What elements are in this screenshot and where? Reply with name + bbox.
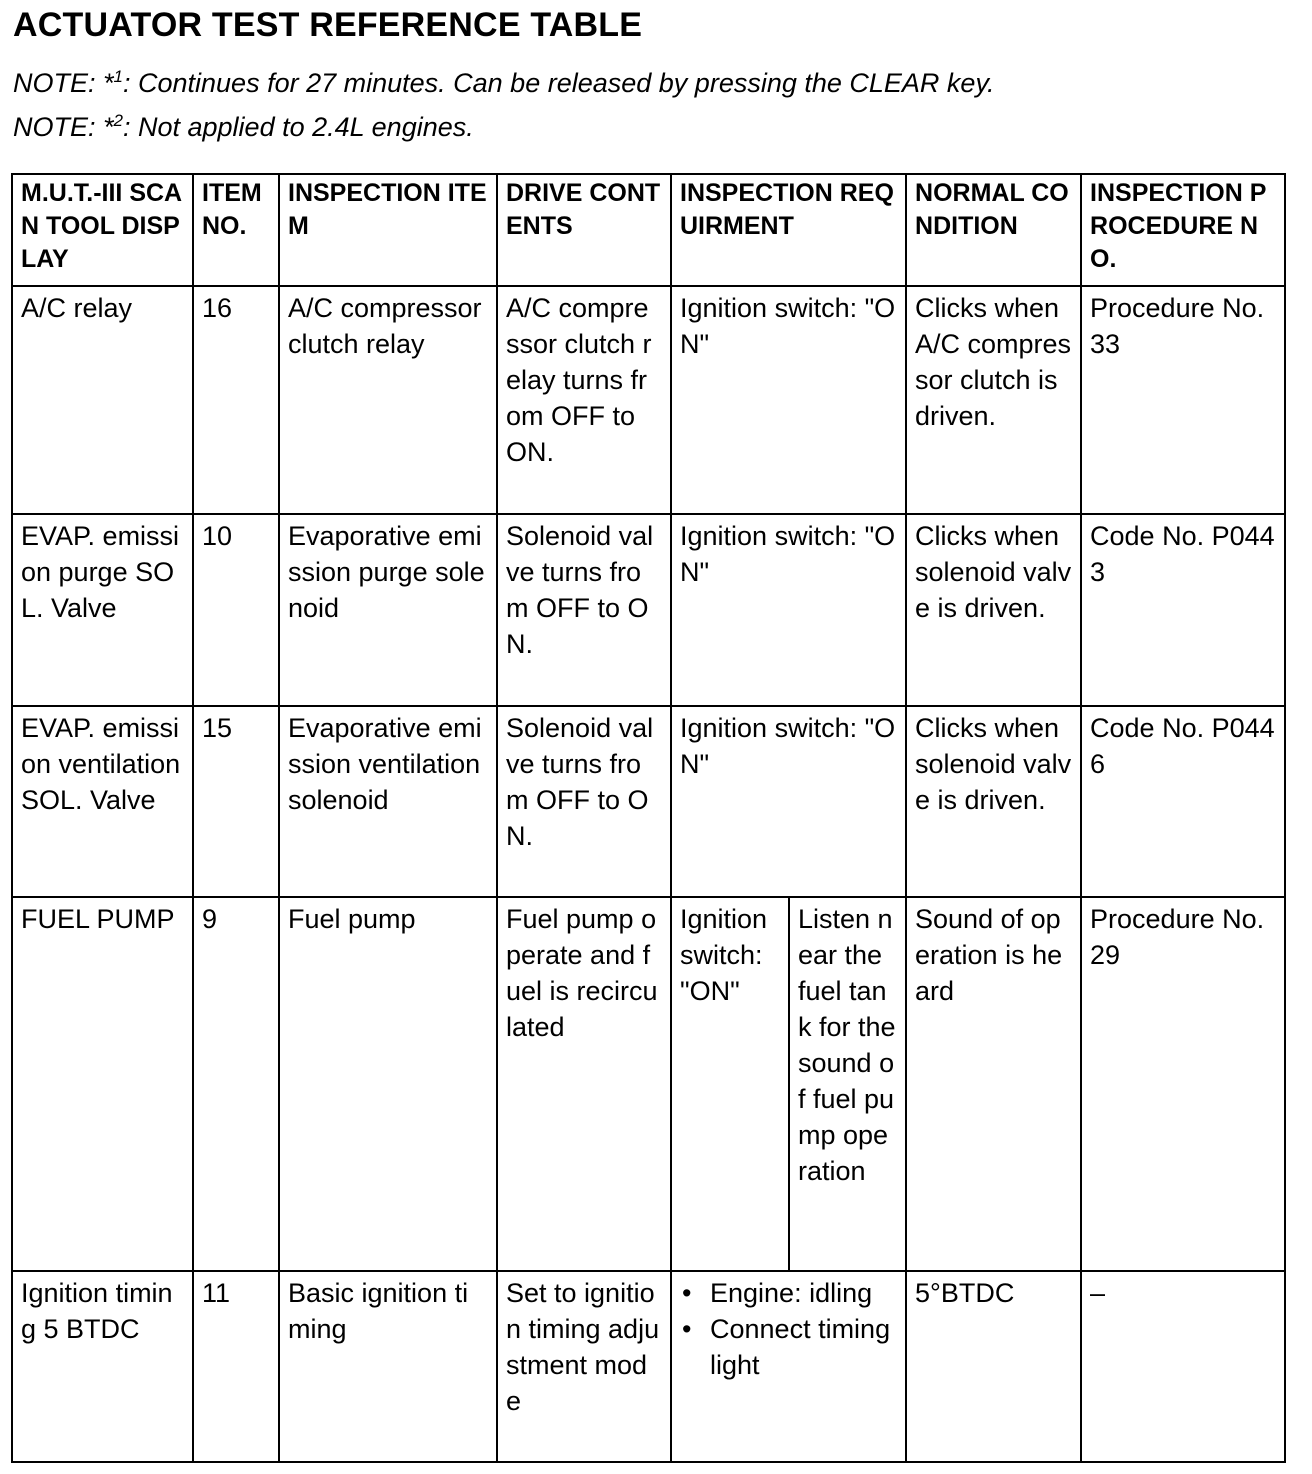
cell-display: Ignition timing 5 BTDC — [12, 1271, 193, 1462]
header-item-no: ITEM NO. — [193, 174, 279, 286]
cell-requirement: Ignition switch: "ON" — [671, 706, 906, 897]
cell-item-no: 16 — [193, 286, 279, 514]
note-2-text: : Not applied to 2.4L engines. — [122, 112, 474, 142]
cell-display: A/C relay — [12, 286, 193, 514]
cell-procedure: Code No. P0446 — [1081, 706, 1285, 897]
cell-normal-condition: 5°BTDC — [906, 1271, 1081, 1462]
note-1-prefix: NOTE: * — [13, 68, 114, 98]
header-inspection-item: INSPECTION ITEM — [279, 174, 497, 286]
actuator-test-table — [11, 173, 1286, 1463]
requirement-bullet-list — [680, 1275, 897, 1383]
page-title: ACTUATOR TEST REFERENCE TABLE — [13, 6, 643, 44]
header-procedure-no: INSPECTION PROCEDURE NO. — [1081, 174, 1285, 286]
requirement-bullet: • Engine: idling — [710, 1275, 897, 1311]
note-2-prefix: NOTE: * — [13, 112, 114, 142]
cell-requirement: Ignition switch: "ON" — [671, 514, 906, 706]
cell-item-no: 11 — [193, 1271, 279, 1462]
cell-drive-contents: Set to ignition timing adjustment mode — [497, 1271, 671, 1462]
cell-inspection-item: Evaporative emission ventilation solenoid — [279, 706, 497, 897]
header-drive-contents: DRIVE CONTENTS — [497, 174, 671, 286]
header-scan-tool-display: M.U.T.-III SCAN TOOL DISPLAY — [12, 174, 193, 286]
cell-procedure: – — [1081, 1271, 1285, 1462]
table-row — [12, 514, 1285, 706]
cell-item-no: 10 — [193, 514, 279, 706]
cell-item-no: 9 — [193, 897, 279, 1271]
requirement-bullet: • Connect timing light — [710, 1311, 897, 1383]
cell-inspection-item: Fuel pump — [279, 897, 497, 1271]
cell-drive-contents: A/C compressor clutch relay turns from OFF to ON. — [497, 286, 671, 514]
cell-requirement: Ignition switch: "ON" — [671, 286, 906, 514]
note-1 — [13, 68, 994, 99]
header-normal-condition: NORMAL CONDITION — [906, 174, 1081, 286]
note-2 — [13, 112, 474, 143]
cell-drive-contents: Solenoid valve turns from OFF to ON. — [497, 706, 671, 897]
cell-normal-condition: Clicks when A/C compressor clutch is driven. — [906, 286, 1081, 514]
cell-requirement — [671, 1271, 906, 1462]
cell-procedure: Procedure No. 33 — [1081, 286, 1285, 514]
cell-inspection-item: Evaporative emission purge solenoid — [279, 514, 497, 706]
cell-display: FUEL PUMP — [12, 897, 193, 1271]
cell-inspection-item: Basic ignition timing — [279, 1271, 497, 1462]
table-row — [12, 897, 1285, 1271]
cell-item-no: 15 — [193, 706, 279, 897]
cell-procedure: Code No. P0443 — [1081, 514, 1285, 706]
cell-normal-condition: Clicks when solenoid valve is driven. — [906, 706, 1081, 897]
cell-display: EVAP. emission ventilation SOL. Valve — [12, 706, 193, 897]
cell-requirement-switch: Ignition switch: "ON" — [671, 897, 789, 1271]
table-row — [12, 286, 1285, 514]
cell-normal-condition: Sound of operation is heard — [906, 897, 1081, 1271]
cell-drive-contents: Solenoid valve turns from OFF to ON. — [497, 514, 671, 706]
cell-procedure: Procedure No. 29 — [1081, 897, 1285, 1271]
note-2-superscript: 2 — [113, 111, 123, 130]
cell-inspection-item: A/C compressor clutch relay — [279, 286, 497, 514]
note-1-superscript: 1 — [113, 67, 123, 86]
table-header-row — [12, 174, 1285, 286]
note-1-text: : Continues for 27 minutes. Can be released by pressing the CLEAR key. — [122, 68, 995, 98]
cell-requirement-listen: Listen near the fuel tank for the sound of fuel pump operation — [789, 897, 906, 1271]
table-row — [12, 706, 1285, 897]
header-inspection-requirement: INSPECTION REQUIRMENT — [671, 174, 906, 286]
cell-drive-contents: Fuel pump operate and fuel is recirculated — [497, 897, 671, 1271]
cell-display: EVAP. emission purge SOL. Valve — [12, 514, 193, 706]
cell-normal-condition: Clicks when solenoid valve is driven. — [906, 514, 1081, 706]
table-row — [12, 1271, 1285, 1462]
